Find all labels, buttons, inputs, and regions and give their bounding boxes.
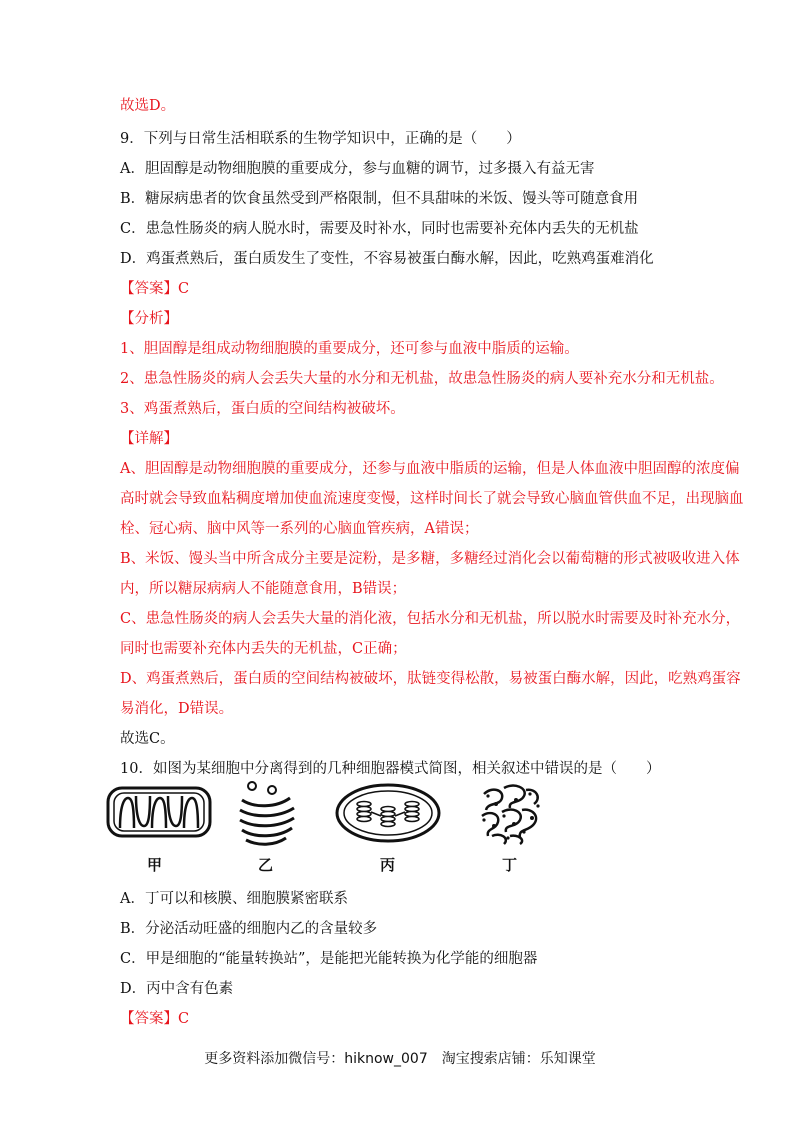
detail-text: 高时就会导致血粘稠度增加使血流速度变慢，这样时间长了就会导致心脑血管供血不足，出现脑血 (120, 491, 744, 507)
detail-text: C、患急性肠炎的病人会丢失大量的消化液，包括水分和无机盐，所以脱水时需要及时补充水分， (120, 611, 741, 627)
question-10-option-b: B．分泌活动旺盛的细胞内乙的含量较多 (120, 921, 378, 937)
question-9-option-b: B．糖尿病患者的饮食虽然受到严格限制，但不具甜味的米饭、馒头等可随意食用 (120, 191, 639, 207)
detail-text: B、米饭、馒头当中所含成分主要是淀粉，是多糖，多糖经过消化会以葡萄糖的形式被吸收进入体 (120, 551, 740, 567)
analysis-point-2: 2、患急性肠炎的病人会丢失大量的水分和无机盐，故患急性肠炎的病人要补充水分和无机盐。 (120, 371, 724, 387)
detail-text: 内，所以糖尿病病人不能随意食用，B错误； (120, 581, 407, 597)
detail-text: D、鸡蛋煮熟后，蛋白质的空间结构被破坏，肽链变得松散，易被蛋白酶水解，因此，吃熟鸡蛋容 (120, 671, 741, 687)
page-footer: 更多资料添加微信号：hiknow_007 淘宝搜索店铺：乐知课堂 (204, 1051, 596, 1067)
chloroplast-icon (334, 782, 442, 844)
figure-label-jia: 甲 (147, 856, 163, 874)
answer-label: 【答案】C (120, 281, 190, 297)
detail-text: 同时也需要补充体内丢失的无机盐，C正确； (120, 641, 407, 657)
question-10-option-d: D．丙中含有色素 (120, 981, 234, 997)
detail-text: 易消化，D错误。 (120, 701, 234, 717)
question-10-option-c: C．甲是细胞的“能量转换站”，是能把光能转换为化学能的细胞器 (120, 951, 538, 967)
analysis-point-1: 1、胆固醇是组成动物细胞膜的重要成分，还可参与血液中脂质的运输。 (120, 341, 579, 357)
figure-label-bing: 丙 (380, 856, 396, 874)
organelle-figure (100, 778, 560, 878)
question-9-stem: 9．下列与日常生活相联系的生物学知识中，正确的是（ ） (120, 131, 521, 147)
detail-heading: 【详解】 (120, 431, 178, 447)
question-9-option-a: A．胆固醇是动物细胞膜的重要成分，参与血糖的调节，过多摄入有益无害 (120, 161, 595, 177)
question-9-option-c: C．患急性肠炎的病人脱水时，需要及时补水，同时也需要补充体内丢失的无机盐 (120, 221, 639, 237)
analysis-point-3: 3、鸡蛋煮熟后，蛋白质的空间结构被破坏。 (120, 401, 405, 417)
answer-label: 【答案】C (120, 1011, 190, 1027)
conclusion-text: 故选C。 (120, 731, 175, 747)
text-line: 故选D。 (120, 98, 176, 114)
figure-label-ding: 丁 (502, 856, 518, 874)
question-10-option-a: A．丁可以和核膜、细胞膜紧密联系 (120, 891, 348, 907)
endoplasmic-reticulum-icon (474, 780, 546, 846)
golgi-apparatus-icon (232, 778, 302, 846)
question-9-option-d: D．鸡蛋煮熟后，蛋白质发生了变性，不容易被蛋白酶水解，因此，吃熟鸡蛋难消化 (120, 251, 654, 267)
mitochondrion-icon (106, 784, 212, 842)
figure-label-yi: 乙 (258, 856, 274, 874)
analysis-heading: 【分析】 (120, 311, 178, 327)
question-10-stem: 10．如图为某细胞中分离得到的几种细胞器模式简图，相关叙述中错误的是（ ） (120, 761, 661, 777)
detail-text: A、胆固醇是动物细胞膜的重要成分，还参与血液中脂质的运输，但是人体血液中胆固醇的浓度偏 (120, 461, 740, 477)
detail-text: 栓、冠心病、脑中风等一系列的心脑血管疾病，A错误； (120, 521, 479, 537)
